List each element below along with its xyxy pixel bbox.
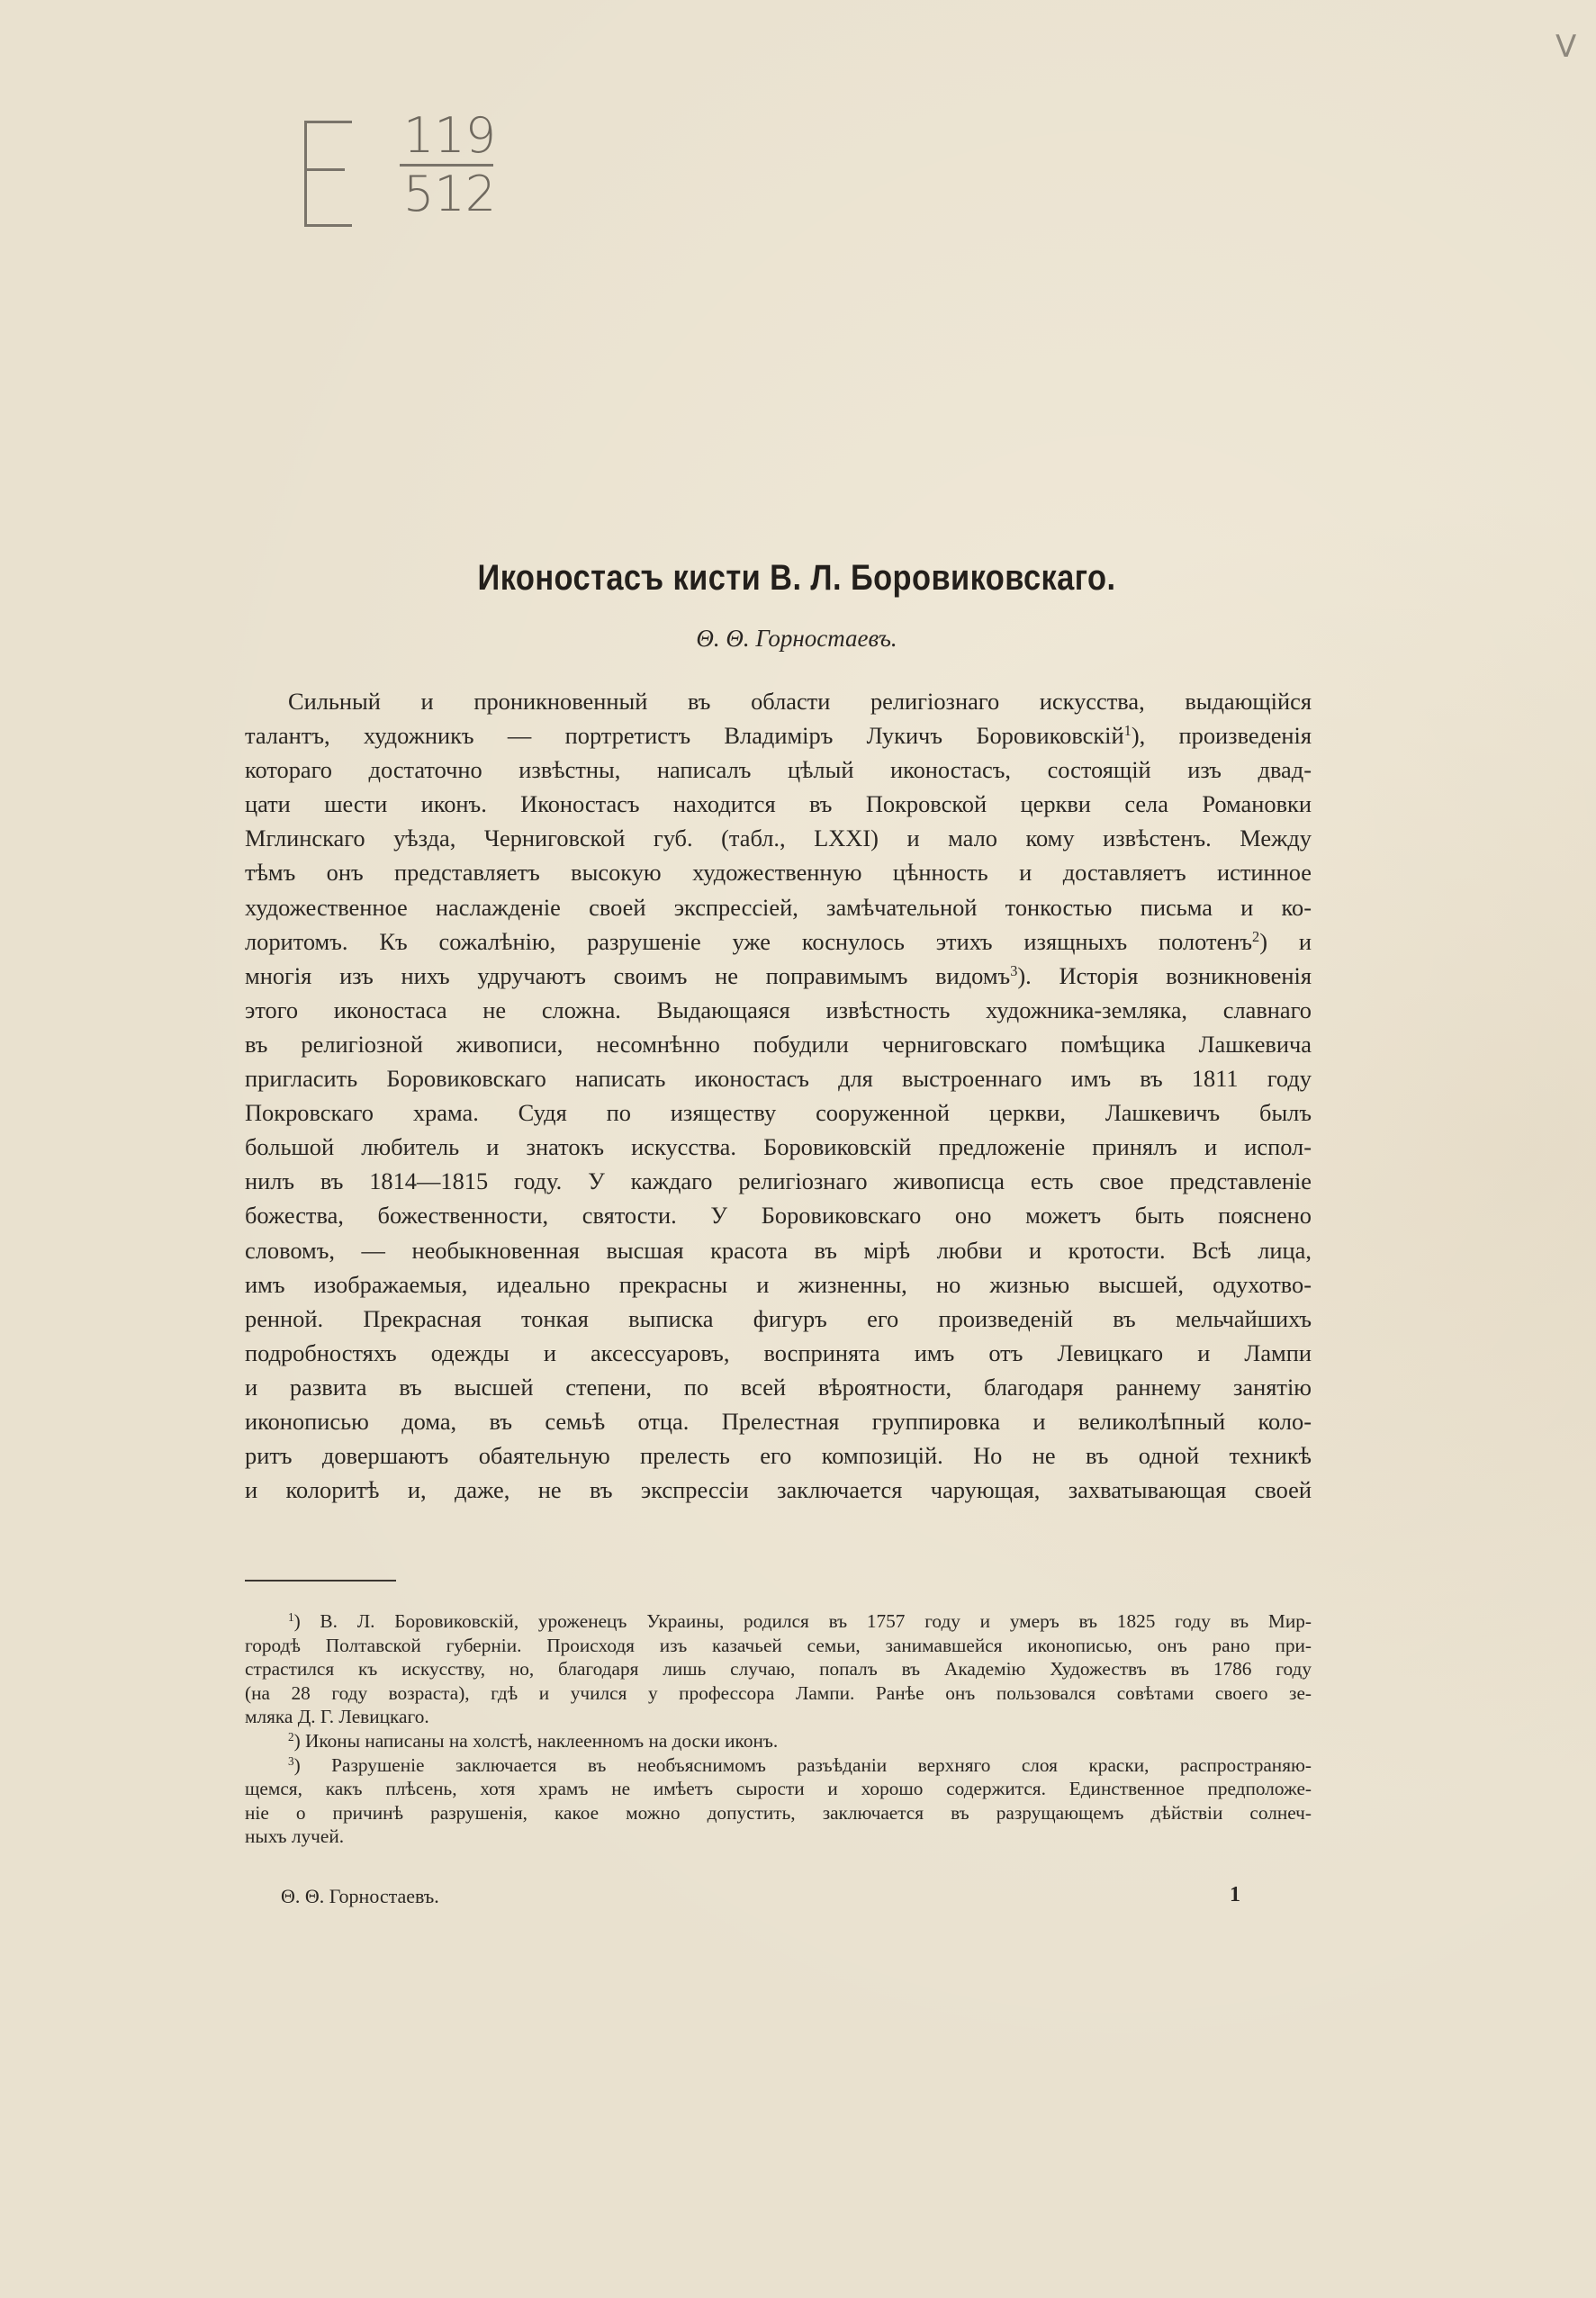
footnote-3-marker: 3 (288, 1753, 294, 1768)
footnote-1-line: страстился къ искусству, но, благодаря лишь случаю, попалъ въ Академiю Художествъ въ 1786 году (245, 1658, 1312, 1681)
body-line: ритъ довершаютъ обаятельную прелесть его композицiй. Но не въ одной техникѣ (245, 1442, 1312, 1470)
body-line: ренной. Прекрасная тонкая выписка фигуръ его произведенiй въ мельчайшихъ (245, 1304, 1312, 1332)
article-title: Иконостасъ кисти В. Л. Боровиковскаго. (477, 558, 1116, 598)
body-line: Покровскаго храма. Судя по изяществу сооруженной церкви, Лашкевичъ былъ (245, 1099, 1312, 1127)
body-line: цати шести иконъ. Иконостасъ находится въ Покровской церкви села Романовки (245, 790, 1312, 818)
body-line: тѣмъ онъ представляетъ высокую художественную цѣнность и доставляетъ истинное (245, 859, 1312, 887)
body-line: нилъ въ 1814—1815 году. У каждаго религiознаго живописца есть свое представленiе (245, 1167, 1312, 1195)
footnote-separator (245, 1580, 396, 1582)
footnote-1-line (245, 1609, 1312, 1634)
footnote-ref-1[interactable]: 1 (1123, 722, 1132, 740)
body-line: Сильный и проникновенный въ области религiознаго искусства, выдающiйся (288, 688, 1312, 715)
body-line (245, 924, 1312, 959)
footnotes (245, 1609, 1312, 1849)
body-text: многiя изъ нихъ удручаютъ своимъ не поправимымъ видомъ (245, 961, 1011, 989)
body-line (245, 959, 1312, 993)
body-text: ). Исторiя возникновенiя (1017, 961, 1312, 989)
footnote-3-line: нiе о причинѣ разрушенiя, какое можно допустить, заключается въ разрущающемъ дѣйствiи солнеч- (245, 1801, 1312, 1824)
article-body (245, 684, 1312, 1507)
footnote-text: ) В. Л. Боровиковскiй, уроженецъ Украины, родился въ 1757 году и умеръ въ 1825 году въ Мир- (293, 1610, 1312, 1632)
pencil-letter-mark (304, 121, 352, 227)
footnote-3-line: щемся, какъ плѣсень, хотя храмъ не имѣетъ сырости и хорошо содержится. Единственное предположе- (245, 1778, 1312, 1800)
pencil-corner-mark: V (1555, 29, 1577, 65)
body-line: пригласить Боровиковскаго написать иконостасъ для выстроеннаго имъ въ 1811 году (245, 1065, 1312, 1093)
shelf-mark-bottom: 512 (403, 166, 497, 222)
body-text: ), произведенiя (1131, 722, 1312, 750)
footnote-1-line: городѣ Полтавской губернiи. Происходя изъ казачьей семьи, занимавшейся иконописью, онъ рано при- (245, 1634, 1312, 1656)
article-author: Θ. Θ. Горностаевъ. (696, 625, 897, 652)
body-line: и развита въ высшей степени, по всей вѣроятности, благодаря раннему занятiю (245, 1373, 1312, 1401)
footnote-ref-3[interactable]: 3 (1010, 961, 1018, 979)
body-line: иконописью дома, въ семьѣ отца. Прелестная группировка и великолѣпный коло- (245, 1407, 1312, 1435)
footnote-1-line: мляка Д. Г. Левицкаго. (245, 1706, 429, 1728)
body-line: и колоритѣ и, даже, не въ экспрессiи заключается чарующая, захватывающая своей (245, 1476, 1312, 1504)
footer-signature: Θ. Θ. Горностаевъ. (281, 1885, 439, 1907)
pencil-shelf-mark (403, 107, 497, 222)
body-line: этого иконостаса не сложна. Выдающаяся извѣстность художника-земляка, славнаго (245, 996, 1312, 1023)
footnote-2-line (245, 1729, 1312, 1753)
body-line: Мглинскаго уѣзда, Черниговской губ. (табл., LXXI) и мало кому извѣстенъ. Между (245, 825, 1312, 852)
body-line: имъ изображаемыя, идеально прекрасны и жизненны, но жизнью высшей, одухотво- (245, 1270, 1312, 1298)
shelf-mark-top: 119 (403, 107, 497, 164)
body-line (245, 718, 1312, 752)
body-line: словомъ, — необыкновенная высшая красота въ мiрѣ любви и кротости. Всѣ лица, (245, 1236, 1312, 1264)
body-line: подробностяхъ одежды и аксессуаровъ, воспринята имъ отъ Левицкаго и Лампи (245, 1338, 1312, 1366)
body-line: художественное наслажденiе своей экспрессiей, замѣчательной тонкостью письма и ко- (245, 893, 1312, 921)
footnote-3-line (245, 1753, 1312, 1778)
page-number: 1 (1230, 1883, 1240, 1906)
footnote-text: ) Разрушенiе заключается въ необъяснимомъ разъѣданiи верхняго слоя краски, распространяю- (293, 1753, 1312, 1776)
footnote-1-line: (на 28 году возраста), гдѣ и учился у профессора Лампи. Ранѣе онъ пользовался совѣтами своего зе- (245, 1681, 1312, 1704)
body-text: талантъ, художникъ — портретистъ Владимiръ Лукичъ Боровиковскiй (245, 722, 1124, 750)
footnote-text: ) Иконы написаны на холстѣ, наклеенномъ на доски иконъ. (293, 1729, 779, 1752)
footnote-3-line: ныхъ лучей. (245, 1825, 345, 1848)
footnote-2-marker: 2 (288, 1729, 294, 1744)
body-text: ) и (1259, 927, 1312, 955)
footnote-1-marker: 1 (288, 1609, 294, 1624)
body-line: въ религiозной живописи, несомнѣнно побудили черниговскаго помѣщика Лашкевича (245, 1030, 1312, 1058)
footnote-ref-2[interactable]: 2 (1252, 927, 1260, 945)
body-line: божества, божественности, святости. У Боровиковскаго оно можетъ быть пояснено (245, 1202, 1312, 1230)
body-line: большой любитель и знатокъ искусства. Боровиковскiй предложенiе принялъ и испол- (245, 1133, 1312, 1161)
body-text: лоритомъ. Къ сожалѣнiю, разрушенiе уже коснулось этихъ изящныхъ полотенъ (245, 927, 1253, 955)
body-line: котораго достаточно извѣстны, написалъ цѣлый иконостасъ, состоящiй изъ двад- (245, 756, 1312, 784)
